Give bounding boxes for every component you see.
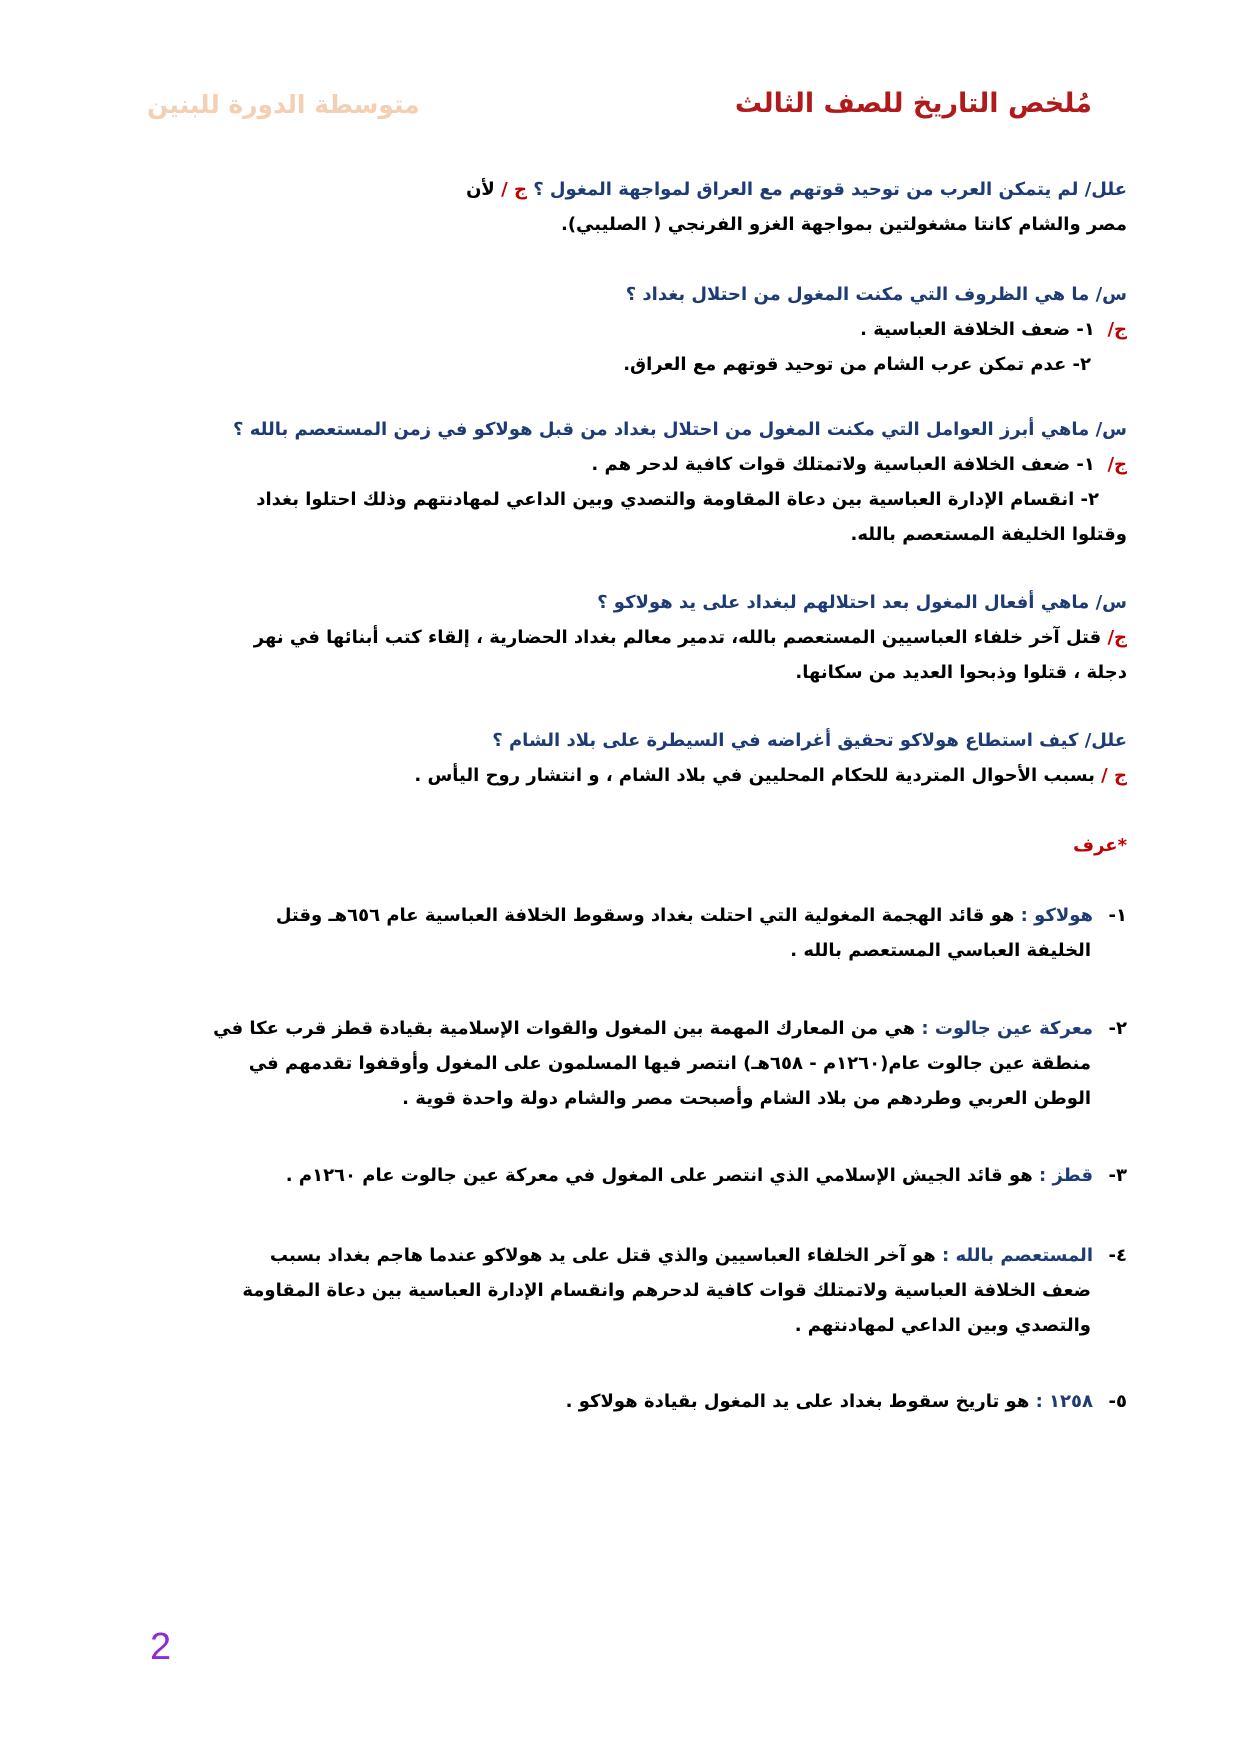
page-number: 2 xyxy=(150,1626,172,1668)
definition-text: هو آخر الخلفاء العباسيين والذي قتل على يد هولاكو عندما هاجم بغداد بسبب xyxy=(269,1245,943,1266)
question-block-5 xyxy=(147,723,1127,793)
answer-point-2: ٢- عدم تمكن عرب الشام من توحيد قوتهم مع العراق. xyxy=(623,354,1091,375)
definition-term: ١٢٥٨ : xyxy=(1035,1391,1093,1412)
definition-text-cont: ضعف الخلافة العباسية ولاتمتلك قوات كافية لدحرهم وانقسام الإدارة العباسية بين دعاة المقاومة xyxy=(242,1280,1091,1301)
question-prefix: س/ xyxy=(1095,419,1127,440)
answer-text: بسبب الأحوال المتردية للحكام المحليين في بلاد الشام ، و انتشار روح اليأس . xyxy=(414,765,1102,786)
definition-term: قطز : xyxy=(1039,1165,1093,1186)
answer-point-1: ١- ضعف الخلافة العباسية ولاتمتلك قوات كافية لدحر هم . xyxy=(591,454,1095,475)
definition-text: هو تاريخ سقوط بغداد على يد المغول بقيادة هولاكو . xyxy=(565,1391,1036,1412)
definition-text: هو قائد الهجمة المغولية التي احتلت بغداد وسقوط الخلافة العباسية عام ٦٥٦هـ وقتل xyxy=(275,905,1021,926)
definition-text-cont: والتصدي وبين الداعي لمهادنتهم . xyxy=(794,1315,1091,1336)
definition-4 xyxy=(127,1238,1127,1343)
answer-point-2-cont: وقتلوا الخليفة المستعصم بالله. xyxy=(850,524,1127,545)
question-text: لم يتمكن العرب من توحيد قوتهم مع العراق لمواجهة المغول ؟ xyxy=(533,179,1085,200)
definition-text-cont: منطقة عين جالوت عام(١٢٦٠م - ٦٥٨هـ) انتصر فيها المسلمون على المغول وأوقفوا تقدمهم في xyxy=(248,1053,1091,1074)
question-line xyxy=(147,172,1127,207)
answer-mark: ج/ xyxy=(1107,627,1127,648)
definition-term: هولاكو : xyxy=(1020,905,1093,926)
definition-term: المستعصم بالله : xyxy=(942,1245,1093,1266)
question-text: كيف استطاع هولاكو تحقيق أغراضه في السيطرة على بلاد الشام ؟ xyxy=(492,730,1085,751)
definition-number: ٥- xyxy=(1108,1391,1127,1412)
define-heading: *عرف xyxy=(1073,835,1127,856)
question-block-4 xyxy=(147,585,1127,690)
definition-2 xyxy=(127,1011,1127,1116)
definition-text: هو قائد الجيش الإسلامي الذي انتصر على المغول في معركة عين جالوت عام ١٢٦٠م . xyxy=(285,1165,1040,1186)
question-block-2 xyxy=(147,277,1127,382)
answer-line: مصر والشام كانتا مشغولتين بمواجهة الغزو الفرنجي ( الصليبي). xyxy=(560,214,1127,235)
answer-point-1: ١- ضعف الخلافة العباسية . xyxy=(860,319,1095,340)
answer-mark: ج/ xyxy=(1107,319,1127,340)
definition-number: ٣- xyxy=(1108,1165,1127,1186)
answer-mark: ج / xyxy=(1101,765,1127,786)
definition-text: هي من المعارك المهمة بين المغول والقوات الإسلامية بقيادة قطز قرب عكا في xyxy=(213,1018,922,1039)
question-line xyxy=(147,412,1127,447)
question-text: ماهي أفعال المغول بعد احتلالهم لبغداد على يد هولاكو ؟ xyxy=(597,592,1096,613)
question-line xyxy=(147,723,1127,758)
question-prefix: س/ xyxy=(1095,592,1127,613)
definition-1 xyxy=(127,898,1127,968)
definition-term: معركة عين جالوت : xyxy=(921,1018,1093,1039)
question-prefix: س/ xyxy=(1095,284,1127,305)
answer-line xyxy=(147,758,1127,793)
definition-text-cont: الوطن العربي وطردهم من بلاد الشام وأصبحت مصر والشام دولة واحدة قوية . xyxy=(402,1088,1091,1109)
document-title: مُلخص التاريخ للصف الثالث xyxy=(734,88,1092,119)
definition-number: ٢- xyxy=(1108,1018,1127,1039)
question-line xyxy=(147,585,1127,620)
definition-3 xyxy=(127,1158,1127,1193)
definition-5 xyxy=(127,1384,1127,1419)
answer-point-2: ٢- انقسام الإدارة العباسية بين دعاة المقاومة والتصدي وبين الداعي لمهادنتهم وذلك احتلوا بغداد xyxy=(256,489,1099,510)
answer-mark: ج/ xyxy=(1107,454,1127,475)
question-text: ماهي أبرز العوامل التي مكنت المغول من احتلال بغداد من قبل هولاكو في زمن المستعصم بالله ؟ xyxy=(232,419,1096,440)
question-prefix: علل/ xyxy=(1084,179,1127,200)
question-block-1 xyxy=(147,172,1127,242)
answer-text: لأن xyxy=(466,179,502,200)
answer-text: قتل آخر خلفاء العباسيين المستعصم بالله، تدمير معالم بغداد الحضارية ، إلقاء كتب أبنائها في نهر xyxy=(253,627,1108,648)
answer-line xyxy=(147,620,1127,655)
answer-line xyxy=(147,447,1127,482)
question-block-3 xyxy=(147,412,1127,552)
definition-number: ١- xyxy=(1108,905,1127,926)
question-text: ما هي الظروف التي مكنت المغول من احتلال بغداد ؟ xyxy=(625,284,1096,305)
question-prefix: علل/ xyxy=(1084,730,1127,751)
question-line xyxy=(147,277,1127,312)
answer-mark: ج / xyxy=(501,179,534,200)
answer-line-cont: دجلة ، قتلوا وذبحوا العديد من سكانها. xyxy=(795,662,1127,683)
school-name: متوسطة الدورة للبنين xyxy=(147,90,420,119)
definition-text-cont: الخليفة العباسي المستعصم بالله . xyxy=(790,940,1091,961)
define-section xyxy=(147,828,1127,863)
answer-line xyxy=(147,312,1127,347)
definition-number: ٤- xyxy=(1108,1245,1127,1266)
